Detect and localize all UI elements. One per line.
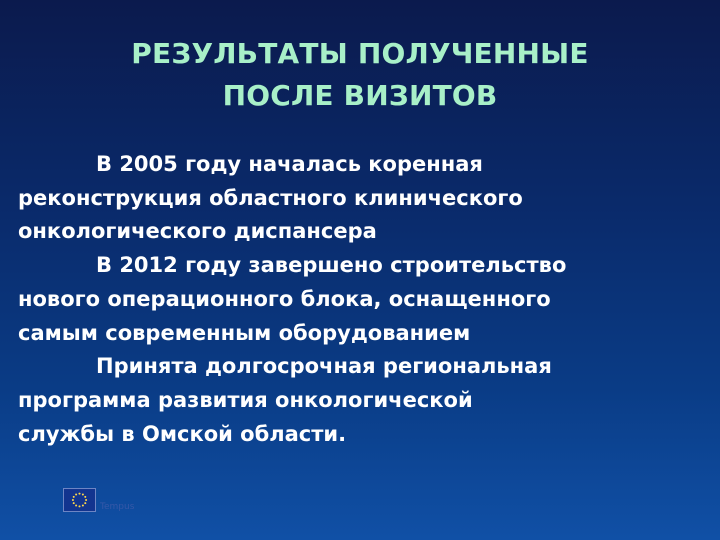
slide-title-line: ПОСЛЕ ВИЗИТОВ — [222, 79, 498, 112]
logo-caption: Tempus — [100, 502, 135, 512]
paragraph-2-line-3: самым современным оборудованием — [18, 320, 471, 345]
paragraph-3-line-1: Принята долгосрочная региональная — [96, 354, 552, 379]
paragraph-2-line-2: нового операционного блока, оснащенного — [18, 286, 551, 311]
paragraph-2-line-1: В 2012 году завершено строительство — [96, 253, 567, 278]
paragraph-3-line-2: программа развития онкологической — [18, 387, 473, 412]
slide-body — [18, 148, 708, 451]
slide-title-line: РЕЗУЛЬТАТЫ ПОЛУЧЕННЫЕ — [131, 37, 589, 70]
paragraph-1-line-3: онкологического диспансера — [18, 219, 377, 244]
paragraph-1-line-2: реконструкция областного клинического — [18, 185, 523, 210]
eu-flag-logo — [63, 488, 96, 512]
eu-stars-icon — [64, 489, 95, 511]
paragraph-1-line-1: В 2005 году началась коренная — [96, 152, 483, 176]
slide-title — [0, 33, 720, 117]
paragraph-3-line-3: службы в Омской области. — [18, 421, 347, 446]
